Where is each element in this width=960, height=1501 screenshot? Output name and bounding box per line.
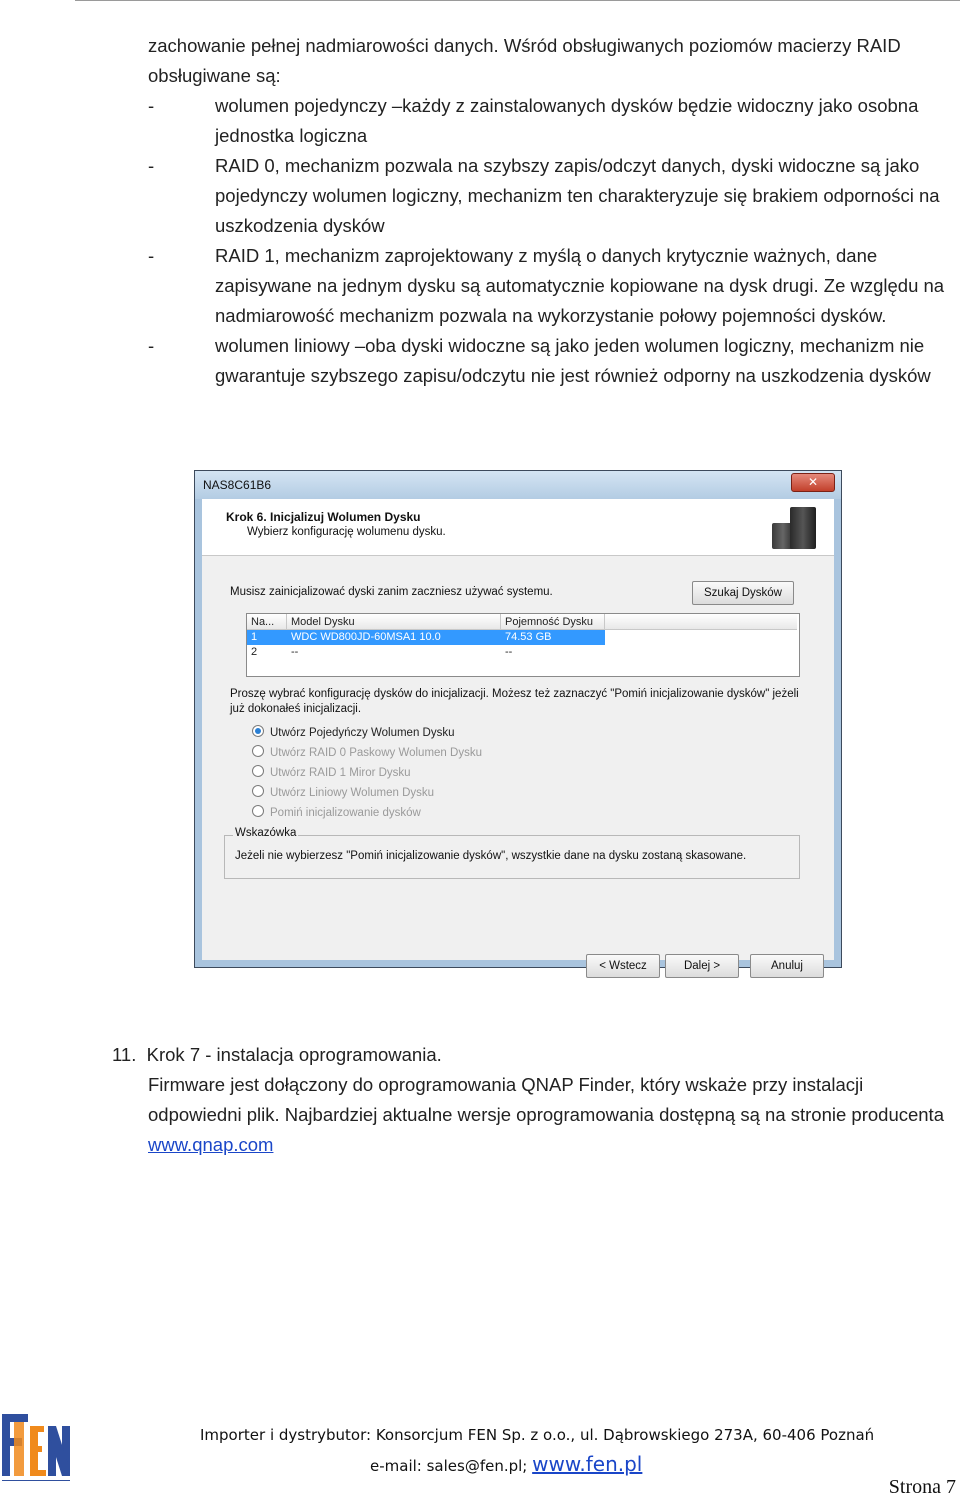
list-item [148, 241, 956, 331]
column-header-filler [605, 614, 797, 630]
list-dash: - [148, 245, 155, 266]
dialog-titlebar [195, 471, 841, 499]
init-notice: Musisz zainicjalizować dyski zanim zaczniesz używać systemu. [230, 586, 553, 598]
dialog-screenshot [194, 470, 842, 972]
disk-table[interactable] [246, 613, 800, 677]
cell-capacity: -- [505, 646, 513, 658]
cell-number: 2 [251, 646, 258, 658]
wizard-step-title: Krok 6. Inicjalizuj Wolumen Dysku [226, 510, 421, 524]
cell-model: -- [291, 646, 299, 658]
column-header-model[interactable]: Model Dysku [287, 614, 501, 630]
option-label: Pomiń inicjalizowanie dysków [270, 807, 421, 819]
table-row[interactable] [247, 630, 605, 645]
hints-group [224, 827, 800, 879]
intro-section [148, 31, 956, 391]
column-header-number[interactable]: Na... [247, 614, 287, 630]
list-item [148, 331, 956, 391]
hints-title: Wskazówka [235, 827, 297, 839]
back-button[interactable]: < Wstecz [586, 954, 660, 978]
list-item [148, 151, 956, 241]
radio-icon[interactable] [252, 805, 264, 817]
radio-single-volume[interactable] [252, 725, 455, 741]
intro-paragraph: zachowanie pełnej nadmiarowości danych. Wśród obsługiwanych poziomów macierzy RAID obsługiwane są: [148, 35, 901, 86]
step-title: Krok 7 - instalacja oprogramowania. [146, 1044, 442, 1065]
step-body-text: Firmware jest dołączony do oprogramowania QNAP Finder, który wskaże przy instalacji odpowiedni plik. Najbardziej aktualne wersje oprogramowania dostępną są na stronie producenta [148, 1074, 944, 1125]
step-heading [112, 1040, 442, 1070]
close-icon[interactable]: ✕ [791, 473, 835, 492]
radio-icon[interactable] [252, 765, 264, 777]
footer-importer: Importer i dystrybutor: Konsorcjum FEN Sp. z o.o., ul. Dąbrowskiego 273A, 60-406 Poznań [200, 1426, 875, 1444]
option-label: Utwórz Liniowy Wolumen Dysku [270, 787, 435, 799]
table-row[interactable] [247, 645, 605, 660]
list-item [148, 91, 956, 151]
fen-logo [0, 1408, 72, 1496]
option-label: Utwórz RAID 0 Paskowy Wolumen Dysku [270, 747, 482, 759]
list-item-text: wolumen liniowy –oba dyski widoczne są jako jeden wolumen logiczny, mechanizm nie gwarantuje szybszego zapisu/odczytu nie jest również odporny na uszkodzenia dysków [215, 335, 931, 386]
radio-selected-icon[interactable] [252, 725, 264, 737]
cancel-button[interactable]: Anuluj [750, 954, 824, 978]
qnap-link[interactable]: www.qnap.com [148, 1134, 274, 1155]
cell-number: 1 [247, 630, 287, 645]
header-rule [75, 0, 960, 1]
list-dash: - [148, 155, 155, 176]
column-header-capacity[interactable]: Pojemność Dysku [501, 614, 605, 630]
wizard-step-subtitle: Wybierz konfigurację wolumenu dysku. [247, 526, 446, 538]
step-body [148, 1070, 948, 1160]
cell-capacity: 74.53 GB [501, 630, 605, 645]
next-button[interactable]: Dalej > [665, 954, 739, 978]
radio-icon[interactable] [252, 785, 264, 797]
radio-skip-init[interactable] [252, 805, 421, 821]
hints-text: Jeżeli nie wybierzesz "Pomiń inicjalizowanie dysków", wszystkie dane na dysku zostaną skasowane. [235, 850, 747, 862]
page-number: Strona 7 [888, 1476, 956, 1498]
option-label: Utwórz Pojedyńczy Wolumen Dysku [270, 727, 455, 739]
list-item-text: RAID 0, mechanizm pozwala na szybszy zapis/odczyt danych, dyski widoczne są jako pojedynczy wolumen logiczny, mechanizm ten charakteryzuje się brakiem odporności na uszkodzenia dysków [215, 155, 940, 236]
dialog-client-area [202, 499, 834, 972]
footer-email: e-mail: sales@fen.pl; [370, 1457, 528, 1475]
list-dash: - [148, 335, 155, 356]
list-item-text: RAID 1, mechanizm zaprojektowany z myślą o danych krytycznie ważnych, dane zapisywane na jednym dysku są automatycznie kopiowane na dysk drugi. Ze względu na nadmiarowość mechanizm pozwala na wykorzystanie połowy pojemności dysków. [215, 245, 945, 326]
fen-link[interactable]: www.fen.pl [532, 1452, 643, 1476]
step-number: 11. [112, 1044, 137, 1065]
radio-linear[interactable] [252, 785, 434, 801]
choose-config-note: Proszę wybrać konfigurację dysków do inicjalizacji. Możesz też zaznaczyć "Pomiń inicjalizowanie dysków" jeżeli już dokonałeś inicjalizacji. [230, 688, 799, 715]
radio-raid1[interactable] [252, 765, 411, 781]
wizard-header [202, 499, 834, 556]
cell-model: WDC WD800JD-60MSA1 10.0 [287, 630, 501, 645]
radio-icon[interactable] [252, 745, 264, 757]
search-disks-button[interactable]: Szukaj Dysków [692, 581, 794, 605]
radio-raid0[interactable] [252, 745, 482, 761]
nas-device-icon [770, 503, 820, 551]
dialog-window-title: NAS8C61B6 [203, 478, 272, 492]
footer-contact [370, 1452, 642, 1476]
list-item-text: wolumen pojedynczy –każdy z zainstalowanych dysków będzie widoczny jako osobna jednostka logiczna [215, 95, 919, 146]
option-label: Utwórz RAID 1 Miror Dysku [270, 767, 411, 779]
list-dash: - [148, 95, 155, 116]
